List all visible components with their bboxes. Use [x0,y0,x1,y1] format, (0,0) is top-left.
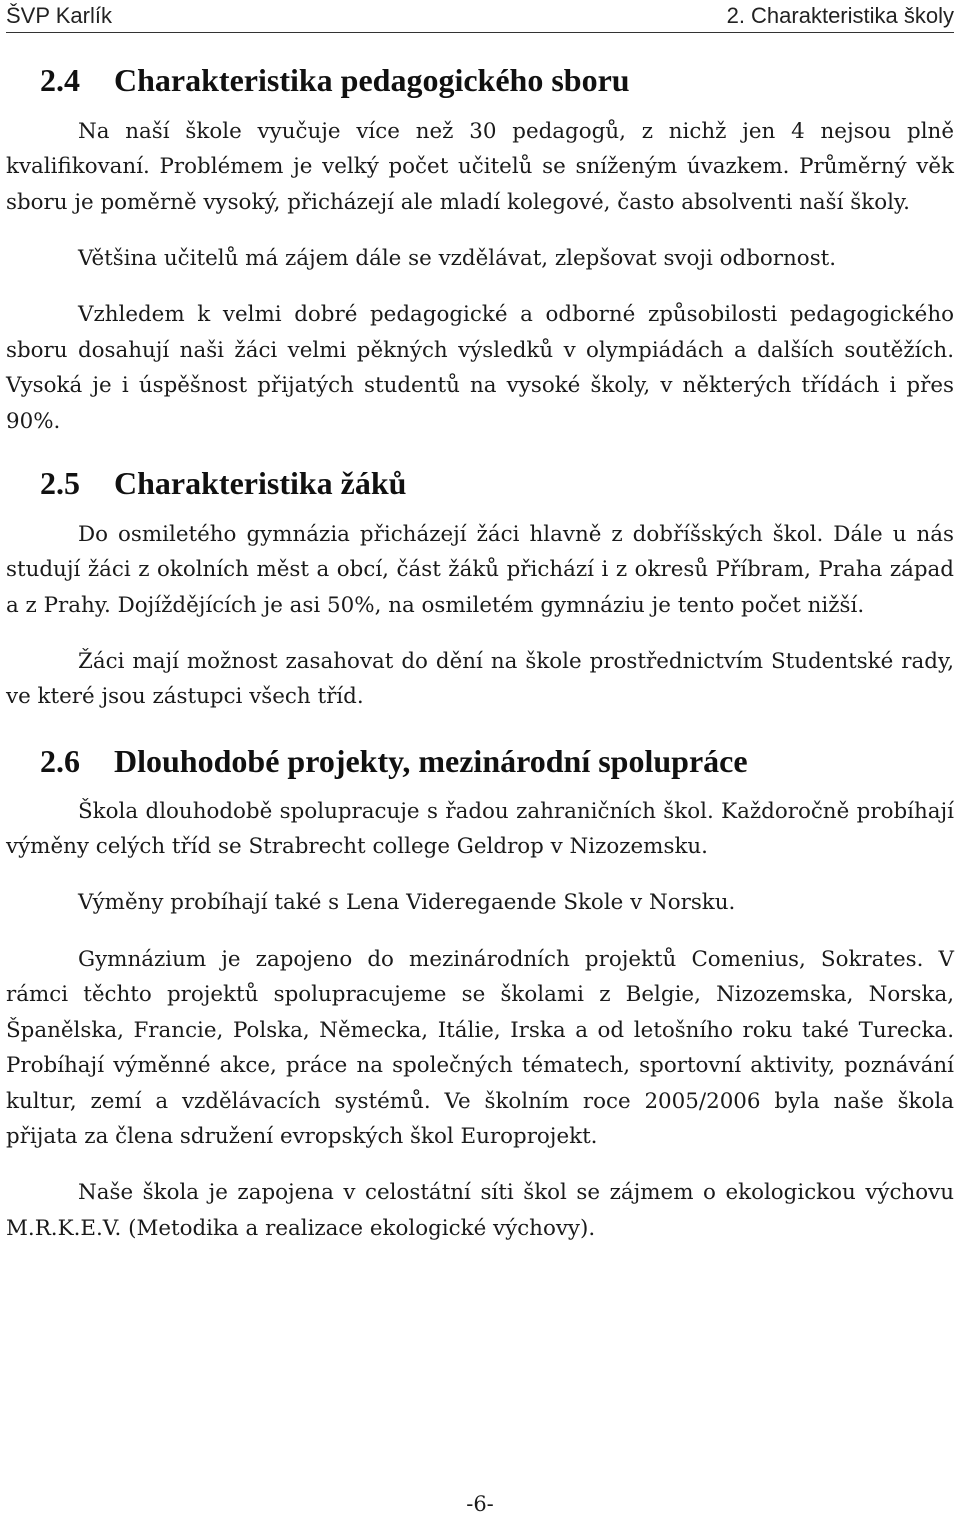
header-chapter-title: 2. Charakteristika školy [726,3,954,28]
paragraph: Naše škola je zapojena v celostátní síti škol se zájmem o ekologickou výchovu M.R.K.E.V. (Metodika a realizace ekologické výchovy). [6,1180,954,1241]
section-title: Charakteristika pedagogického sboru [114,62,630,98]
paragraph: Škola dlouhodobě spolupracuje s řadou zahraničních škol. Každoročně probíhají výměny celých tříd se Strabrecht college Geldrop v Nizozemsku. [6,798,954,860]
section-number: 2.5 [40,465,80,502]
paragraph: Většina učitelů má zájem dále se vzdělávat, zlepšovat svoji odbornost. [78,246,837,272]
paragraph: Do osmiletého gymnázia přicházejí žáci hlavně z dobříšských škol. Dále u nás studují žáci z okolních měst a obcí, část žáků přichází i z okresů Příbram, Praha západ a z Prahy. Dojíždějících je asi 50%, na osmiletém gymnáziu je tento počet nižší. [6,521,954,618]
section-title: Charakteristika žáků [114,465,407,502]
paragraph: Gymnázium je zapojeno do mezinárodních projektů Comenius, Sokrates. V rámci těchto projektů spolupracujeme se školami z Belgie, Nizozemska, Norska, Španělska, Francie, Polska, Německa, Itálie, Irska a od letošního roku také Turecka. Probíhají výměnné akce, práce na společných tématech, sportovní aktivity, poznávání kultur, zemí a vzdělávacích systémů. Ve školním roce 2005/2006 byla naše škola přijata za člena sdružení evropských škol Europrojekt. [6,946,954,1149]
paragraph: Na naší škole vyučuje více než 30 pedagogů, z nichž jen 4 nejsou plně kvalifikovaní. Problémem je velký počet učitelů se sníženým úvazkem. Průměrný věk sboru je poměrně vysoký, přicházejí ale mladí kolegové, často absolventi naší školy. [6,118,954,215]
paragraph: Výměny probíhají také s Lena Videregaende Skole v Norsku. [78,890,736,916]
section-heading-2-4 [6,62,954,99]
section-heading-2-5 [6,465,954,502]
paragraph: Žáci mají možnost zasahovat do dění na škole prostřednictvím Studentské rady, ve které jsou zástupci všech tříd. [6,649,954,710]
section-number: 2.6 [40,742,80,779]
header-school-name: ŠVP Karlík [6,3,112,28]
page-number: -6- [466,1492,494,1516]
section-heading-2-6 [6,743,954,780]
page-content [6,52,954,1246]
page-header [6,0,954,33]
section-title: Dlouhodobé projekty, mezinárodní spolupráce [114,742,748,779]
section-number: 2.4 [40,62,80,98]
paragraph: Vzhledem k velmi dobré pedagogické a odborné způsobilosti pedagogického sboru dosahují naši žáci velmi pěkných výsledků v olympiádách a dalších soutěžích. Vysoká je i úspěšnost přijatých studentů na vysoké školy, v některých třídách i přes 90%. [6,302,954,434]
